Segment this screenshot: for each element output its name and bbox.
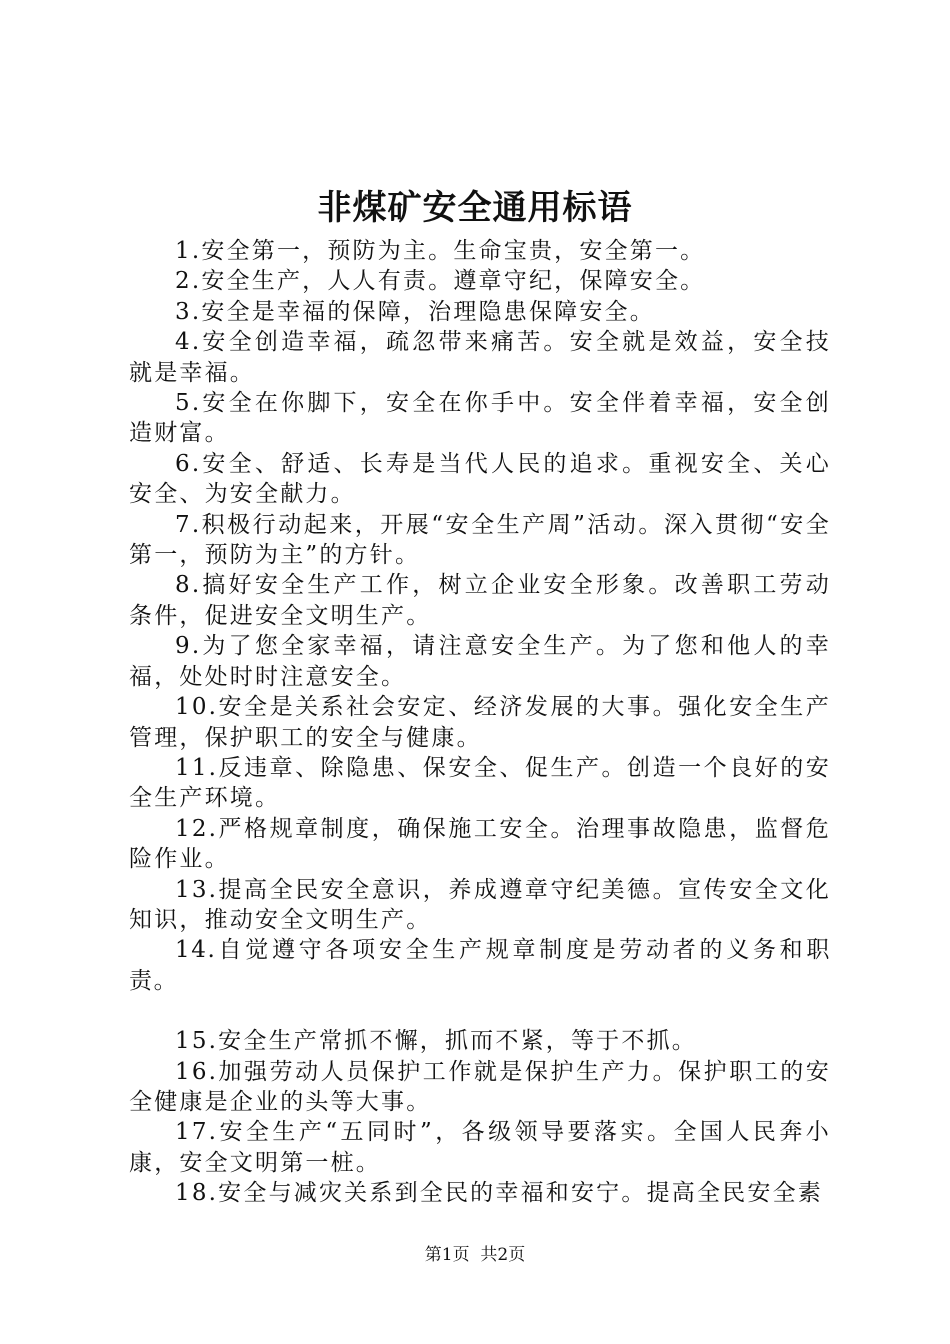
- page-footer: 第1页 共2页: [424, 1245, 526, 1265]
- slogan-item-10: 10.安全是关系社会安定、经济发展的大事。强化安全生产管理，保护职工的安全与健康。: [129, 694, 831, 751]
- slogan-item-9: 9.为了您全家幸福，请注意安全生产。为了您和他人的幸福，处处时时注意安全。: [129, 633, 831, 690]
- slogan-item-2: 2.安全生产，人人有责。遵章守纪，保障安全。: [175, 268, 706, 295]
- slogan-item-13: 13.提高全民安全意识，养成遵章守纪美德。宣传安全文化知识，推动安全文明生产。: [129, 876, 831, 933]
- slogan-item-18: 18.安全与减灾关系到全民的幸福和安宁。提高全民安全素: [175, 1180, 823, 1207]
- paragraph-gap: [129, 996, 831, 1026]
- slogan-item-14: 14.自觉遵守各项安全生产规章制度是劳动者的义务和职责。: [129, 937, 831, 994]
- slogan-item-8: 8.搞好安全生产工作，树立企业安全形象。改善职工劳动条件，促进安全文明生产。: [129, 572, 831, 629]
- slogan-item-1: 1.安全第一，预防为主。生命宝贵，安全第一。: [175, 238, 706, 264]
- slogan-item-5: 5.安全在你脚下，安全在你手中。安全伴着幸福，安全创造财富。: [129, 390, 831, 447]
- slogan-item-17: 17.安全生产“五同时”，各级领导要落实。全国人民奔小康，安全文明第一桩。: [129, 1119, 831, 1176]
- document-body: [129, 236, 831, 1209]
- slogan-item-11: 11.反违章、除隐患、保安全、促生产。创造一个良好的安全生产环境。: [129, 754, 831, 812]
- slogan-item-16: 16.加强劳动人员保护工作就是保护生产力。保护职工的安全健康是企业的头等大事。: [129, 1058, 831, 1115]
- slogan-item-15: 15.安全生产常抓不懈，抓而不紧，等于不抓。: [175, 1028, 697, 1055]
- slogan-item-12: 12.严格规章制度，确保施工安全。治理事故隐患，监督危险作业。: [129, 815, 831, 873]
- slogan-item-4: 4.安全创造幸福，疏忽带来痛苦。安全就是效益，安全技就是幸福。: [129, 329, 831, 386]
- slogan-item-3: 3.安全是幸福的保障，治理隐患保障安全。: [175, 298, 655, 325]
- slogan-item-6: 6.安全、舒适、长寿是当代人民的追求。重视安全、关心安全、为安全献力。: [129, 450, 831, 508]
- document-title: 非煤矿安全通用标语: [317, 188, 633, 228]
- slogan-item-7: 7.积极行动起来，开展“安全生产周”活动。深入贯彻“安全第一，预防为主”的方针。: [129, 511, 831, 569]
